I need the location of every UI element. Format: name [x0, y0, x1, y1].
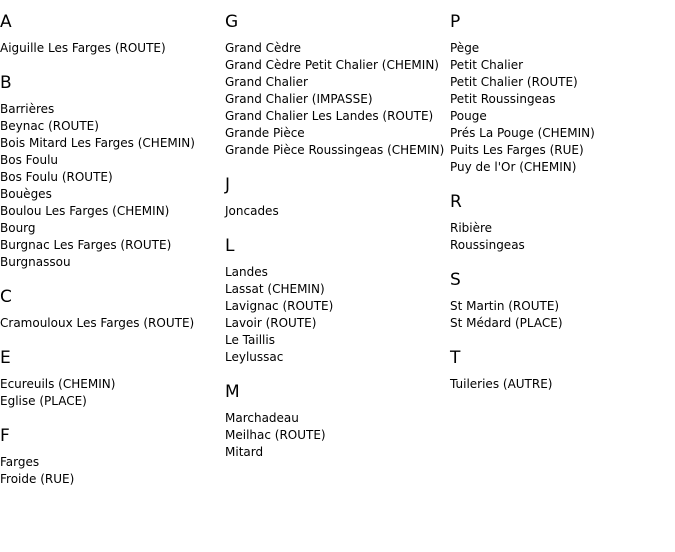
street-item: Lavignac (ROUTE) [225, 299, 334, 313]
letter-group [0, 424, 220, 488]
street-item: Ribière [450, 221, 493, 235]
street-list [0, 315, 220, 332]
letter-group [0, 71, 220, 271]
letter-group [450, 10, 672, 176]
street-item: Petit Roussingeas [450, 92, 556, 106]
street-item: Meilhac (ROUTE) [225, 428, 326, 442]
street-item: Petit Chalier (ROUTE) [450, 75, 578, 89]
street-item: St Martin (ROUTE) [450, 299, 560, 313]
street-item: Marchadeau [225, 411, 299, 425]
letter-heading: S [450, 270, 461, 290]
index-column-2 [225, 10, 447, 475]
index-column-1 [0, 10, 220, 502]
street-list [225, 410, 447, 461]
street-item: Ecureuils (CHEMIN) [0, 377, 116, 391]
street-item: Prés La Pouge (CHEMIN) [450, 126, 595, 140]
street-item: Tuileries (AUTRE) [450, 377, 553, 391]
street-item: Grand Chalier (IMPASSE) [225, 92, 373, 106]
letter-heading: F [0, 426, 10, 446]
street-list [450, 220, 672, 254]
letter-heading: B [0, 73, 12, 93]
street-item: Bois Mitard Les Farges (CHEMIN) [0, 136, 195, 150]
street-list [450, 376, 672, 393]
street-item: Beynac (ROUTE) [0, 119, 99, 133]
street-list [0, 101, 220, 271]
street-item: Pège [450, 41, 480, 55]
street-item: Petit Chalier [450, 58, 524, 72]
street-item: Puits Les Farges (RUE) [450, 143, 584, 157]
street-list [0, 454, 220, 488]
street-item: Roussingeas [450, 238, 525, 252]
street-item: Bos Foulu [0, 153, 59, 167]
letter-group [0, 285, 220, 332]
street-item: Cramouloux Les Farges (ROUTE) [0, 316, 195, 330]
street-list [0, 40, 220, 57]
street-item: Bourg [0, 221, 36, 235]
letter-heading: T [450, 348, 461, 368]
street-item: Aiguille Les Farges (ROUTE) [0, 41, 166, 55]
street-item: Barrières [0, 102, 55, 116]
letter-heading: E [0, 348, 11, 368]
street-item: Grand Cèdre Petit Chalier (CHEMIN) [225, 58, 439, 72]
street-item: Burgnassou [0, 255, 71, 269]
letter-heading: L [225, 236, 235, 256]
street-item: Grand Chalier [225, 75, 308, 89]
letter-group [450, 190, 672, 254]
street-item: Grande Pièce [225, 126, 305, 140]
street-item: St Médard (PLACE) [450, 316, 563, 330]
letter-heading: J [225, 175, 231, 195]
street-list [225, 203, 447, 220]
letter-heading: C [0, 287, 12, 307]
street-item: Leylussac [225, 350, 284, 364]
street-list [225, 264, 447, 366]
letter-heading: R [450, 192, 462, 212]
street-item: Pouge [450, 109, 487, 123]
letter-heading: G [225, 12, 239, 32]
street-item: Landes [225, 265, 268, 279]
street-list [450, 40, 672, 176]
letter-group [225, 234, 447, 366]
street-item: Joncades [225, 204, 279, 218]
street-item: Farges [0, 455, 40, 469]
letter-group [225, 173, 447, 220]
street-item: Burgnac Les Farges (ROUTE) [0, 238, 172, 252]
letter-group [225, 380, 447, 461]
letter-heading: M [225, 382, 240, 402]
street-item: Bos Foulu (ROUTE) [0, 170, 113, 184]
street-item: Lavoir (ROUTE) [225, 316, 317, 330]
street-item: Grand Chalier Les Landes (ROUTE) [225, 109, 434, 123]
street-list [0, 376, 220, 410]
letter-heading: P [450, 12, 461, 32]
street-item: Froide (RUE) [0, 472, 75, 486]
street-item: Le Taillis [225, 333, 275, 347]
street-item: Boulou Les Farges (CHEMIN) [0, 204, 170, 218]
letter-group [450, 346, 672, 393]
street-item: Lassat (CHEMIN) [225, 282, 325, 296]
street-list [450, 298, 672, 332]
letter-group [0, 10, 220, 57]
street-item: Mitard [225, 445, 264, 459]
street-item: Eglise (PLACE) [0, 394, 87, 408]
street-item: Bouèges [0, 187, 52, 201]
letter-group [0, 346, 220, 410]
street-item: Grande Pièce Roussingeas (CHEMIN) [225, 143, 445, 157]
letter-group [225, 10, 447, 159]
letter-group [450, 268, 672, 332]
street-list [225, 40, 447, 159]
index-column-3 [450, 10, 672, 407]
street-item: Grand Cèdre [225, 41, 302, 55]
street-item: Puy de l'Or (CHEMIN) [450, 160, 577, 174]
letter-heading: A [0, 12, 12, 32]
